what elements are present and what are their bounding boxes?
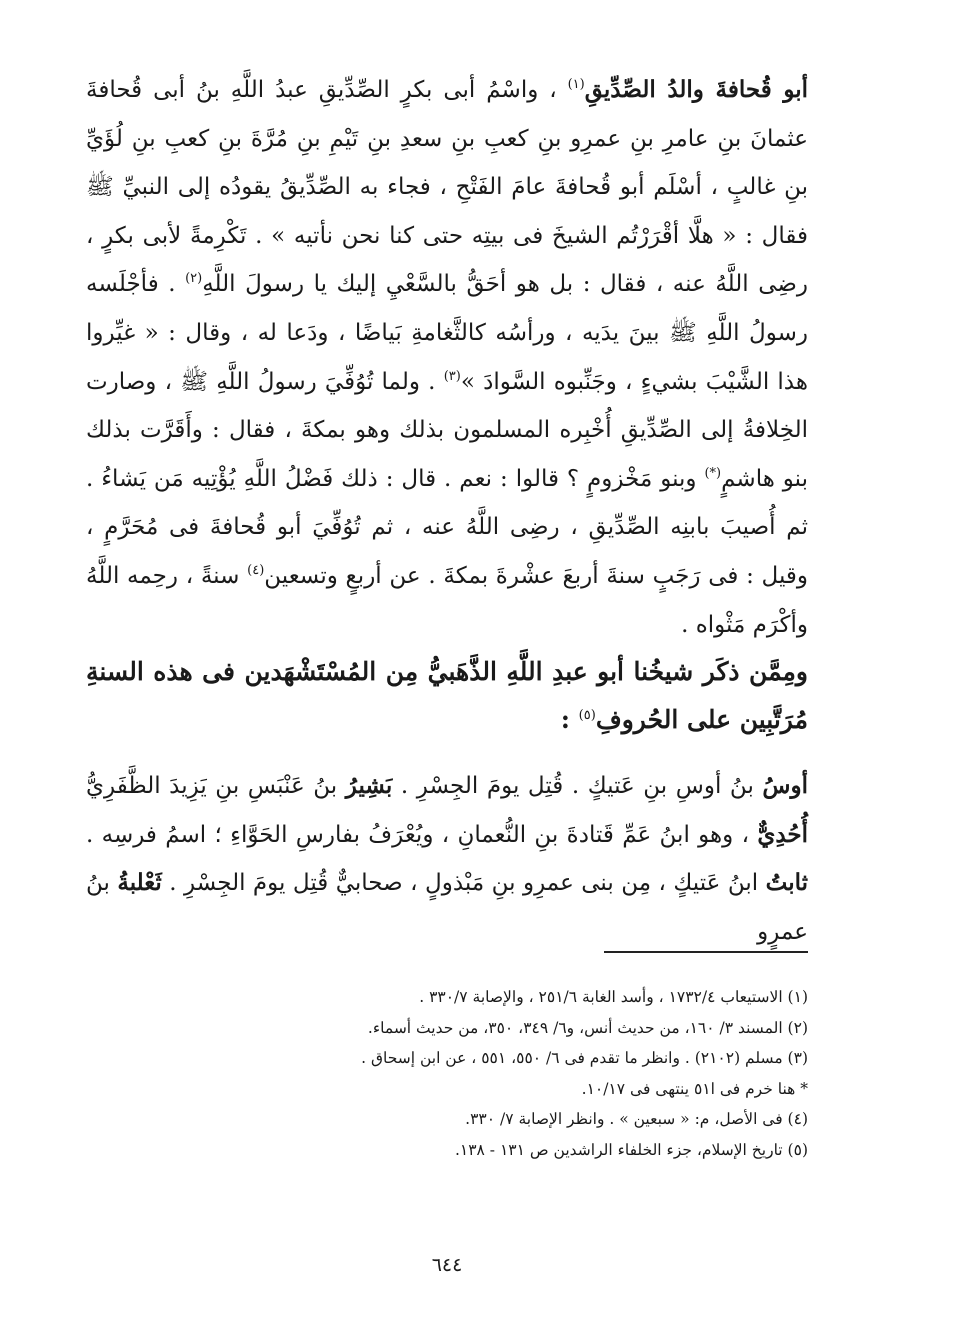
paragraph-text: ، واسْمُ أبى بكرٍ الصِّدِّيقِ عبدُ اللَّهِ بنُ أبى قُحافةَ عثمانَ بنِ عامرِ بنِ عمرِو بنِ كعبِ بنِ سعدِ بنِ تَيْمِ بنِ مُرَّةَ بنِ كعبِ بنِ لُؤَيِّ بنِ غالبٍ ، أسْلَم أبو قُحافةَ عامَ الفَتْحِ ، فجاء به الصِّدِّيقُ يقودُه إلى النبيِّ ﷺ فقال : « هلَّا أقْرَرْتُم الشيخَ فى بيتِه حتى كنا نحن نأتيه » . تَكْرِمةً لأبى بكرٍ ، رضِى اللَّهُ عنه ، فقال : بل هو أحَقُّ بالسَّعْيِ إليك يا رسولَ اللَّهِ bbox=[86, 77, 808, 298]
paragraph-text: وبنو مَخْزومٍ ؟ قالوا : نعم . قال : ذلك فَضْلُ اللَّهِ يُؤْتِيه مَن يَشاءُ . ثم أُصيبَ بابنِه الصِّدِّيقِ ، رضِى اللَّهُ عنه ، ثم تُوُفِّيَ أبو قُحافةَ فى مُحَرَّمٍ ، وقيل : فى رَجَبٍ سنةَ أربعَ عشْرةَ بمكةَ . عن أربعٍ وتسعين bbox=[86, 465, 809, 589]
footnote: (٣) مسلم (٢١٠٢) . وانظر ما تقدم فى ٦/ ٥٥٠، ٥٥١ ، عن ابن إسحاق . bbox=[361, 1049, 808, 1068]
footnotes bbox=[86, 982, 808, 1166]
footnote-ref: (١) bbox=[567, 77, 585, 92]
entry-name: أُحُدِيٌّ bbox=[757, 820, 808, 848]
paragraph-text: بنُ أوسِ بنِ عَتيكٍ . قُتِل يومَ الجِسْرِ . bbox=[400, 773, 754, 799]
heading-tail: : bbox=[560, 705, 570, 734]
section-heading bbox=[86, 648, 808, 752]
entry-name: أبو قُحافةَ والدُ الصِّدِّيقِ bbox=[584, 76, 808, 103]
paragraph-text: بنُ عمرٍو bbox=[86, 870, 808, 945]
footnote-ref: (٤) bbox=[247, 562, 265, 578]
entry-name: بَشِيرُ bbox=[345, 772, 393, 799]
martyrs-paragraph bbox=[86, 762, 809, 945]
biography-paragraph bbox=[86, 66, 808, 642]
footnote-ref: (٥) bbox=[578, 708, 596, 723]
page-number: ٦٤٤ bbox=[431, 1254, 463, 1276]
footnote: (٤) فى الأصل، م: « سبعين » . وانظر الإصابة ٧/ ٣٣٠. bbox=[465, 1110, 808, 1129]
footnote-ref: (٢) bbox=[185, 271, 203, 287]
footnote-ref: (٣) bbox=[443, 368, 461, 384]
footnote: * هنا خرم فى ا٥١ ينتهى فى ١٠/١٧. bbox=[581, 1079, 808, 1098]
footnote-divider bbox=[604, 951, 808, 953]
page-content bbox=[86, 66, 808, 1296]
entry-name: أوسُ bbox=[762, 772, 808, 799]
paragraph-text: . ولما تُوُفِّيَ رسولُ اللَّهِ ﷺ ، وصارت الخِلافةُ إلى الصِّدِّيقِ أُخْبِره المسلمون بذلك وهو بمكةَ ، فقال : وأَقَرَّت بذلك بنو هاشمٍ bbox=[86, 368, 808, 492]
entry-name: ثابتُ bbox=[765, 869, 809, 897]
paragraph-text: سنةً ، رحِمه اللَّهُ وأكْرَم مَثْواه . bbox=[86, 562, 808, 638]
footnote-ref: (*) bbox=[704, 465, 722, 481]
heading-text: ومِمَّن ذكَر شيخُنا أبو عبدِ اللَّهِ الذَّهَبيُّ مِن المُسْتَشْهَدين فى هذه السنةِ مُرَتَّبِين على الحُروفِ bbox=[86, 657, 808, 734]
footnote: (١) الاستيعاب ١٧٣٢/٤ ، وأسد الغابة ٢٥١/٦ ، والإصابة ٣٣٠/٧ . bbox=[419, 988, 808, 1006]
footnote: (٥) تاريخ الإسلام، جزء الخلفاء الراشدين ص ١٣١ - ١٣٨. bbox=[454, 1140, 808, 1159]
paragraph-text: . فأجْلَسه رسولُ اللَّهِ ﷺ بينَ يدَيه ، ورأسُه كالثَّغامةِ بَياضًا ، ودَعا له ، وقال : « غيِّروا هذا الشَّيْبَ بشيءٍ ، وجَنِّبوه السَّوادَ » bbox=[86, 271, 808, 395]
entry-name: ثَعْلبةُ bbox=[117, 869, 162, 897]
paragraph-text: ، وهو ابنُ عَمِّ قَتادةَ بنِ النُّعمانِ ، ويُعْرَفُ بفارسِ الحَوَّاءِ ؛ اسمُ فرسِه . bbox=[86, 821, 749, 848]
paragraph-text: ابنُ عَتيكٍ ، مِن بنى عمرِو بنِ مَبْذولٍ ، صحابيٌّ قُتِل يومَ الجِسْرِ . bbox=[169, 870, 759, 897]
footnote: (٢) المسند ٣/ ١٦٠، من حديث أنس، و٦/ ٣٤٩، ٣٥٠، من حديث أسماء. bbox=[367, 1018, 808, 1037]
paragraph-text: بنُ عَنْبَسِ بنِ يَزِيدَ الظَّفَرِيُّ bbox=[86, 773, 338, 799]
